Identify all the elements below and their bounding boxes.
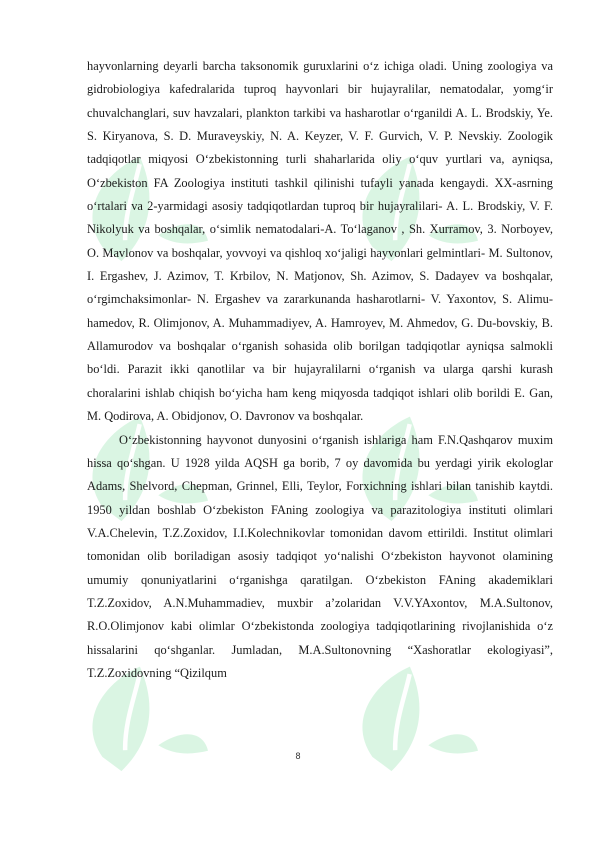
paragraph: hayvonlarning deyarli barcha taksonomik guruxlarini o‘z ichiga oladi. Uning zoologiya va gidrobiologiya kafedralarida tuproq hayvonlari bir hujayralilar, nematodalar, yomg‘ir chuvalchanglari, suv havzalari, plankton tarkibi va hasharotlar o‘rganildi A. L. Brodskiy, Ye. S. Kiryanova, S. D. Muraveyskiy, N. A. Keyzer, V. F. Gurvich, V. P. Nevskiy. Zoologik tadqiqotlar miqyosi O‘zbekistonning turli shaharlarida oliy o‘quv yurtlari va, ayniqsa, O‘zbekiston FA Zoologiya instituti tashkil qilinishi tufayli yanada kengaydi. XX-asrning o‘rtalari va 2-yarmidagi asosiy tadqiqotlardan tuproq bir hujayralilari- A. L. Brodskiy, V. F. Nikolyuk va boshqalar, o‘simlik nematodalari-A. To‘laganov , Sh. Xurramov, 3. Norboyev, O. Mavlonov va boshqalar, yovvoyi va qishloq xo‘jaligi hayvonlari gelmintlari- M. Sultonov, I. Ergashev, J. Azimov, T. Krbilov, N. Matjonov, Sh. Azimov, S. Dadayev va boshqalar, o‘rgimchaksimonlar- N. Ergashev va zararkunanda hasharotlarni- V. Yaxontov, S. Alimu-hamedov, R. Olimjonov, A. Muhammadiyev, A. Hamroyev, M. Ahmedov, G. Du-bovskiy, B. Allamurodov va boshqalar o‘rganish sohasida olib borilgan tadqiqotlar ayniqsa salmokli bo‘ldi. Parazit ikki qanotlilar va bir hujayralilarni o‘rganish va ularga qarshi kurash choralarini ishlab chiqish bo‘yicha ham keng miqyosda tadqiqot ishlari olib borildi E. Gan, M. Qodirova, A. Obidjonov, O. Davronov va boshqalar. (87, 59, 553, 424)
page-number: 8 (295, 751, 301, 761)
paragraph: O‘zbekistonning hayvonot dunyosini o‘rganish ishlariga ham F.N.Qashqarov muxim hissa qo‘shgan. U 1928 yilda AQSH ga borib, 7 oy davomida bu yerdagi yirik ekologlar Adams, Shelvord, Chepman, Grinnel, Elli, Teylor, Forxichning ishlari bilan tanishib kaytdi. 1950 yildan boshlab O‘zbekiston FAning zoologiya va parazitologiya instituti olimlari V.A.Chelevin, T.Z.Zoxidov, I.I.Kolechnikovlar tomonidan davom ettirildi. Institut olimlari tomonidan olib boriladigan asosiy tadqiqot yo‘nalishi O‘zbekiston hayvonot olamining umumiy qonuniyatlarini o‘rganishga qaratilgan. O‘zbekiston FAning akademiklari T.Z.Zoxidov, A.N.Muhammadiev, muxbir a’zolaridan V.V.YAxontov, M.A.Sultonov, R.O.Olimjonov kabi olimlar O‘zbekistonda zoologiya tadqiqotlarining rivojlanishida o‘z hissalarini qo‘shganlar. Jumladan, M.A.Sultonovning “Xashoratlar ekologiyasi”, T.Z.Zoxidovning “Qizilqum (87, 432, 553, 680)
body-text (87, 55, 553, 685)
